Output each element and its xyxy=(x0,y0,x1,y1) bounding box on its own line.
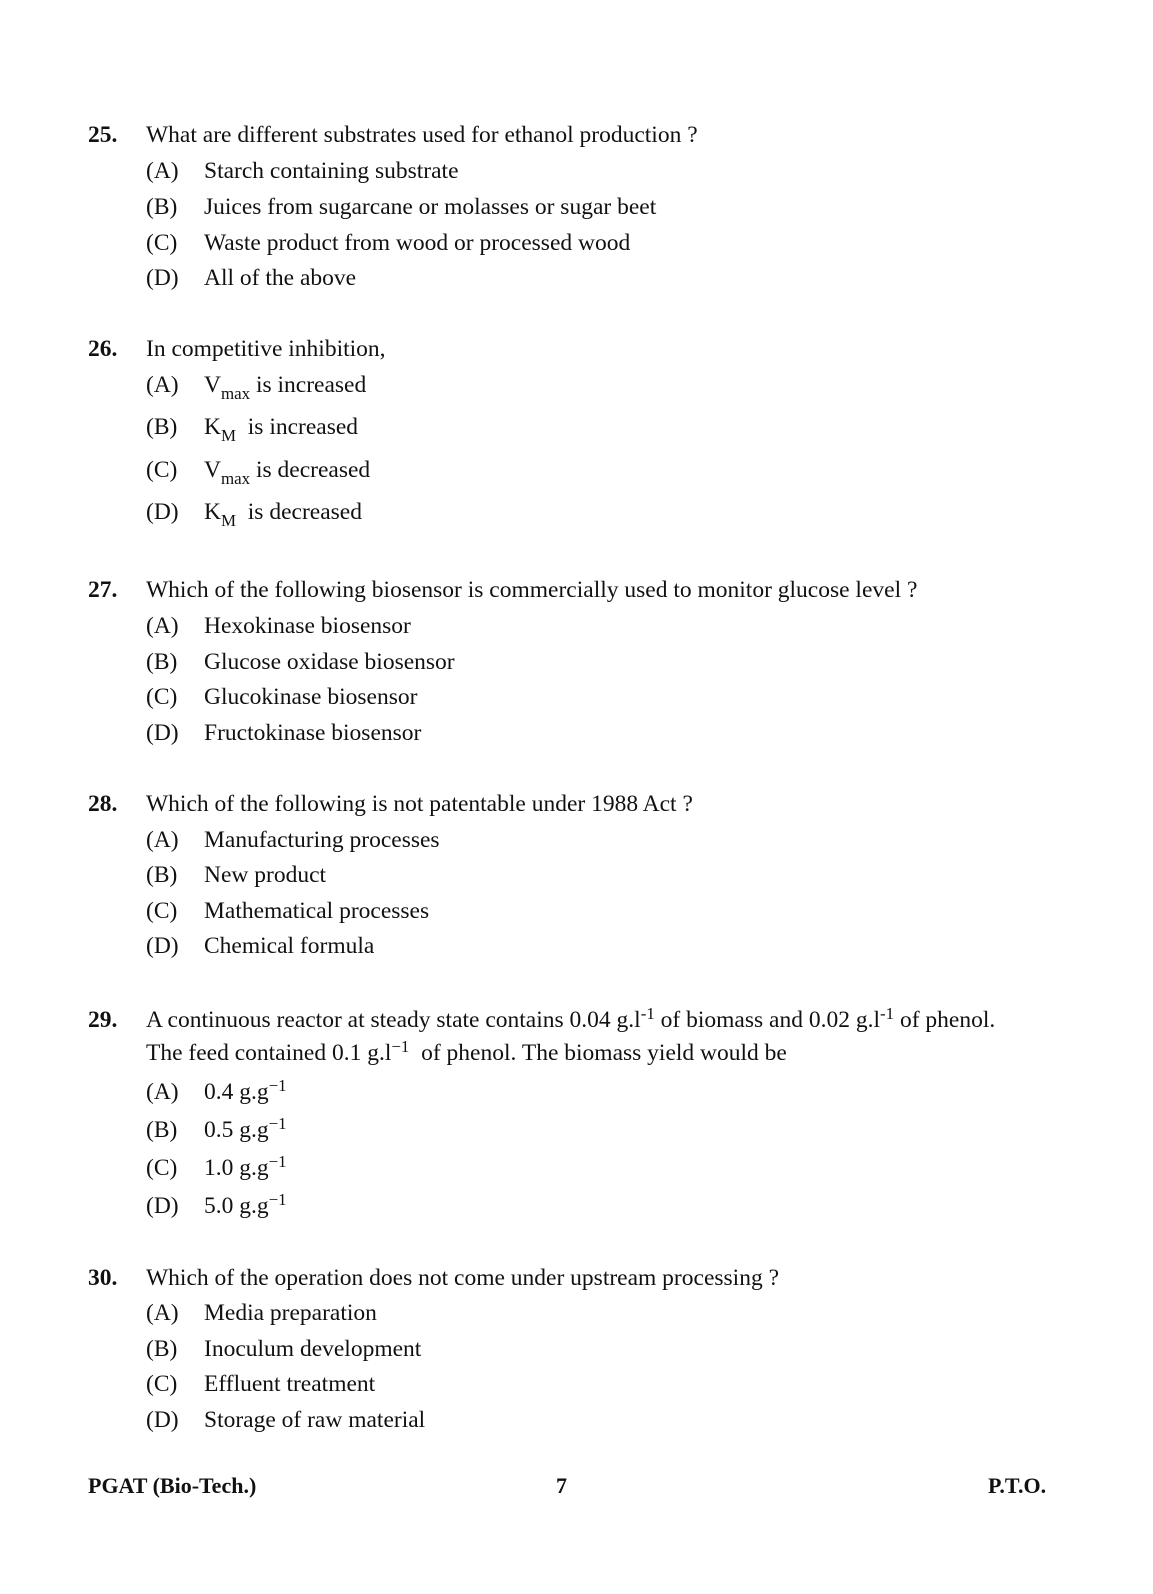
option-b xyxy=(146,194,656,221)
option-text: 1.0 g.g xyxy=(204,1155,269,1181)
option-label: (A) xyxy=(146,158,179,184)
option-text: Mathematical processes xyxy=(204,898,430,924)
option-label: (C) xyxy=(146,1371,178,1397)
option-text: Starch containing substrate xyxy=(204,158,459,184)
footer-left: PGAT (Bio-Tech.) xyxy=(88,1473,257,1498)
option-text: Effluent treatment xyxy=(204,1371,376,1397)
text-segment: The feed contained 0.1 g.l xyxy=(146,1040,392,1066)
option-label: (D) xyxy=(146,1407,179,1433)
subscript: max xyxy=(220,469,251,489)
question-number: 25. xyxy=(88,122,118,148)
subscript: M xyxy=(220,511,237,531)
option-a xyxy=(146,1300,377,1327)
option-a xyxy=(146,372,367,404)
question-number: 28. xyxy=(88,791,118,817)
symbol: K xyxy=(204,414,221,440)
option-d xyxy=(146,720,421,747)
subscript: max xyxy=(220,384,251,404)
option-c xyxy=(146,1152,287,1182)
option-label: (A) xyxy=(146,613,179,639)
option-text: Hexokinase biosensor xyxy=(204,613,411,639)
symbol: V xyxy=(204,372,221,398)
option-label: (D) xyxy=(146,720,179,746)
question-text: Which of the following is not patentable under 1988 Act ? xyxy=(146,791,693,817)
symbol: K xyxy=(204,499,221,525)
option-label: (A) xyxy=(146,827,179,853)
option-label: (A) xyxy=(146,1079,179,1105)
option-label: (C) xyxy=(146,457,178,483)
option-label: (C) xyxy=(146,1155,178,1181)
option-d xyxy=(146,265,356,292)
question-number: 29. xyxy=(88,1007,118,1033)
text-segment: of phenol. The biomass yield would be xyxy=(409,1040,787,1066)
question-text-line-1 xyxy=(146,1004,996,1034)
question-text: What are different substrates used for ethanol production ? xyxy=(146,122,698,148)
option-label: (D) xyxy=(146,499,179,525)
superscript: −1 xyxy=(268,1076,287,1096)
option-b xyxy=(146,414,359,446)
option-b xyxy=(146,649,455,676)
question-text: Which of the following biosensor is commercially used to monitor glucose level ? xyxy=(146,577,918,603)
symbol: V xyxy=(204,457,221,483)
option-label: (B) xyxy=(146,414,178,440)
question-number: 30. xyxy=(88,1265,118,1291)
option-label: (B) xyxy=(146,862,178,888)
option-b xyxy=(146,1336,421,1363)
superscript: −1 xyxy=(268,1114,287,1134)
option-a xyxy=(146,613,411,640)
footer-right: P.T.O. xyxy=(988,1473,1047,1498)
question-text: Which of the operation does not come under upstream processing ? xyxy=(146,1265,779,1291)
option-label: (C) xyxy=(146,898,178,924)
text-segment: A continuous reactor at steady state contains 0.04 g.l xyxy=(146,1007,641,1033)
option-c xyxy=(146,898,429,925)
option-text: All of the above xyxy=(204,265,357,291)
page-number: 7 xyxy=(556,1473,567,1498)
superscript: −1 xyxy=(268,1190,287,1210)
option-text: 0.5 g.g xyxy=(204,1117,269,1143)
option-label: (B) xyxy=(146,1336,178,1362)
option-text: Fructokinase biosensor xyxy=(204,720,422,746)
option-text: Glucokinase biosensor xyxy=(204,684,418,710)
option-label: (B) xyxy=(146,649,178,675)
option-a xyxy=(146,827,440,854)
option-label: (B) xyxy=(146,194,178,220)
text-segment: of biomass and 0.02 g.l xyxy=(654,1007,880,1033)
option-label: (A) xyxy=(146,1300,179,1326)
question-number: 26. xyxy=(88,336,118,362)
option-text: Media preparation xyxy=(204,1300,377,1326)
superscript: −1 xyxy=(391,1037,410,1057)
option-d xyxy=(146,1407,425,1434)
option-text: 0.4 g.g xyxy=(204,1079,269,1105)
option-text: 5.0 g.g xyxy=(204,1193,269,1219)
option-text: is increased xyxy=(236,414,359,440)
question-text: In competitive inhibition, xyxy=(146,336,386,362)
option-label: (D) xyxy=(146,933,179,959)
option-label: (C) xyxy=(146,230,178,256)
option-text: Manufacturing processes xyxy=(204,827,440,853)
option-text: Inoculum development xyxy=(204,1336,422,1362)
option-text: Storage of raw material xyxy=(204,1407,426,1433)
option-text: is decreased xyxy=(250,457,371,483)
superscript: −1 xyxy=(268,1152,287,1172)
text-segment: of phenol. xyxy=(894,1007,996,1033)
option-b xyxy=(146,862,326,889)
option-text: Chemical formula xyxy=(204,933,375,959)
option-d xyxy=(146,1190,287,1220)
option-a xyxy=(146,1076,287,1106)
superscript: -1 xyxy=(879,1004,895,1024)
option-b xyxy=(146,1114,287,1144)
option-c xyxy=(146,457,371,489)
option-label: (D) xyxy=(146,1193,179,1219)
option-text: is decreased xyxy=(236,499,362,525)
option-label: (D) xyxy=(146,265,179,291)
option-label: (C) xyxy=(146,684,178,710)
option-c xyxy=(146,684,417,711)
question-text-line-2 xyxy=(146,1037,787,1067)
option-a xyxy=(146,158,459,185)
option-c xyxy=(146,230,630,257)
subscript: M xyxy=(220,426,237,446)
option-text: Waste product from wood or processed wood xyxy=(204,230,631,256)
option-label: (A) xyxy=(146,372,179,398)
option-text: is increased xyxy=(250,372,367,398)
option-c xyxy=(146,1371,375,1398)
superscript: -1 xyxy=(640,1004,655,1024)
question-number: 27. xyxy=(88,577,118,603)
option-text: Juices from sugarcane or molasses or sugar beet xyxy=(204,194,657,220)
option-text: Glucose oxidase biosensor xyxy=(204,649,455,675)
option-label: (B) xyxy=(146,1117,178,1143)
option-d xyxy=(146,933,374,960)
option-text: New product xyxy=(204,862,327,888)
option-d xyxy=(146,499,362,531)
